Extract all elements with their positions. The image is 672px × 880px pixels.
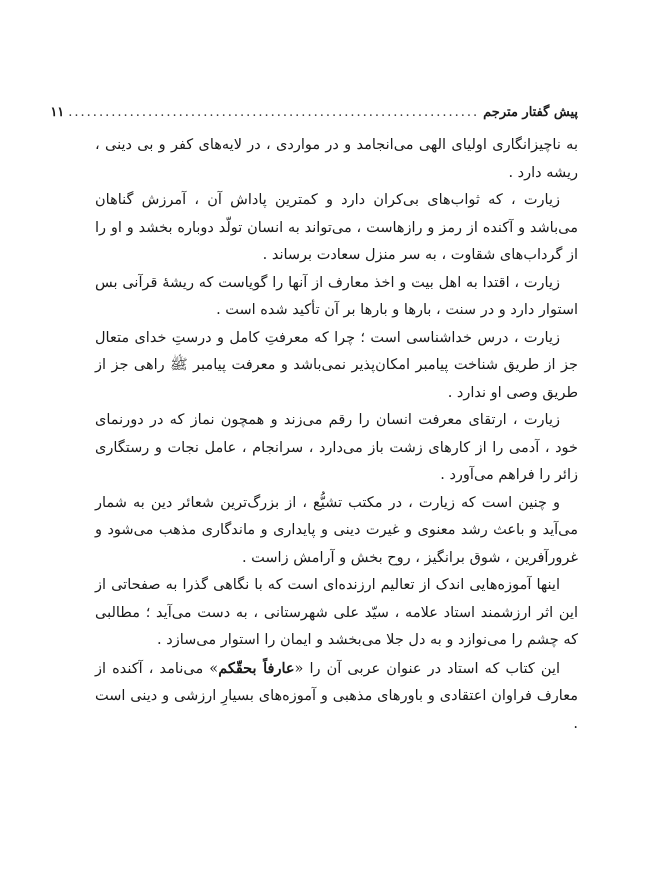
header-leader-dots: ................................................................... [68,105,480,120]
paragraph: زیارت ، که ثواب‌های بی‌کران دارد و کمترین پاداش آن ، آمرزش گناهان می‌باشد و آکنده از رمز و رازهاست ، می‌تواند به انسان تولّد دوباره بخشد و او را از گرداب‌های شقاوت ، به سر منزل سعادت برساند . [95,192,578,263]
page-body [95,132,578,738]
book-arabic-title: عارفاً بحقّکم [218,659,295,677]
paragraph: زیارت ، درس خداشناسی است ؛ چرا که معرفتِ کامل و درستِ خدای متعال جز از طریق شناخت پیامبر امکان‌پذیر نمی‌باشد و معرفت پیامبر ﷺ راهی جز از طریق وصی او ندارد . [95,329,578,401]
paragraph: زیارت ، اقتدا به اهل بیت و اخذ معارف از آنها را گویاست که ریشهٔ قرآنی بس استوار دارد و در سنت ، بارها و بارها بر آن تأکید شده است . [95,274,578,318]
book-title-lead: این کتاب که استاد در عنوان عربی آن را « [294,660,561,677]
paragraph: و چنین است که زیارت ، در مکتب تشیُّع ، از بزرگ‌ترین شعائر دین به شمار می‌آید و باعث رشد معنوی و غیرت دینی و پایداری و ماندگاری مذهب می‌شود و غرورآفرین ، شوق برانگیز ، روح بخش و آرامش زاست . [95,494,578,566]
page-number: ۱۱ [50,105,65,120]
header-title: پیش گفتار مترجم [483,105,578,120]
book-title-rest: » می‌نامد ، آکنده از معارف فراوان اعتقادی و باورهای مذهبی و آموزه‌های بسیارِ ارزشی و دینی است . [95,660,578,732]
paragraph: زیارت ، ارتقای معرفت انسان را رقم می‌زند و همچون نماز که در دورنمای خود ، آدمی را از کارهای زشت باز می‌دارد ، سرانجام ، عامل نجات و رستگاری زائر را فراهم می‌آورد . [95,412,578,483]
running-header [50,98,578,120]
paragraph-book-title [95,655,578,739]
paragraph: اینها آموزه‌هایی اندک از تعالیم ارزنده‌ای است که با نگاهی گذرا به صفحاتی از این اثر ارزشمند استاد علامه ، سیّد علی شهرستانی ، به دست می‌آید ؛ مطالبی که چشم را می‌نوازد و به دل جلا می‌بخشد و ایمان را استوار می‌سازد . [95,577,578,648]
paragraph-continuation: به ناچیزانگاری اولیای الهی می‌انجامد و در مواردی ، در لایه‌های کفر و بی دینی ، ریشه دارد . [95,137,578,181]
